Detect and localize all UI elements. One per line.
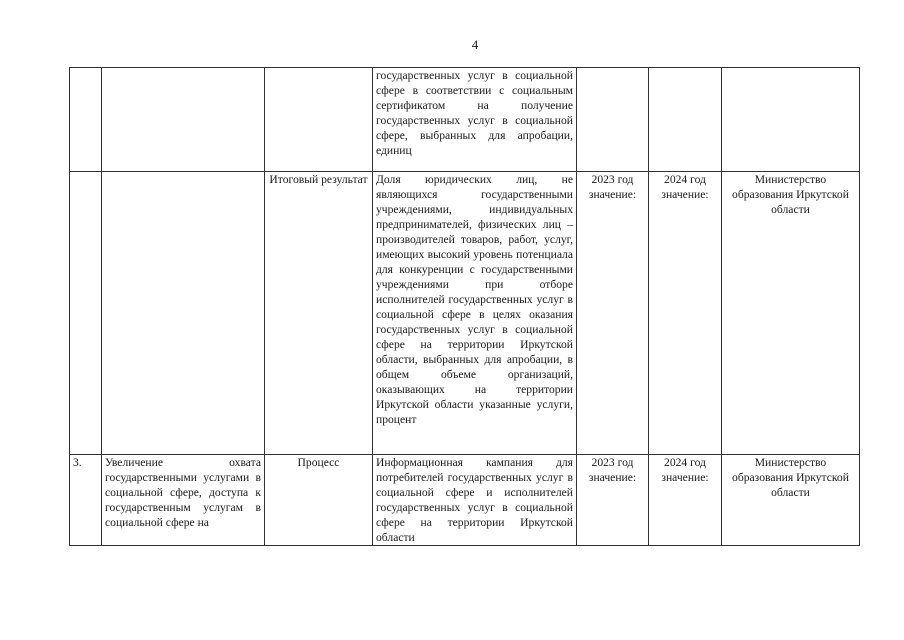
table-row bbox=[70, 455, 860, 546]
responsible-cell: Министерство образования Иркутской области bbox=[722, 172, 860, 455]
year-2023-cell bbox=[577, 68, 649, 172]
page-number: 4 bbox=[471, 37, 479, 52]
year-2023-cell: 2023 год значение: bbox=[577, 172, 649, 455]
result-type-cell: Итоговый результат bbox=[265, 172, 373, 455]
indicator-cell: Доля юридических лиц, не являющихся государственными учреждениями, индивидуальных предпринимателей, физических лиц – производителей товаров, работ, услуг, имеющих высокий уровень потенциала для конкуренции с государственными учреждениями при отборе исполнителей государственных услуг в социальной сфере в целях оказания государственных услуг в социальной сфере на территории Иркутской области, выбранных для апробации, в общем объеме организаций, оказывающих на территории Иркутской области указанные услуги, процент bbox=[373, 172, 577, 455]
row-number-cell: 3. bbox=[70, 455, 102, 546]
row-number-cell bbox=[70, 68, 102, 172]
responsible-cell: Министерство образования Иркутской области bbox=[722, 455, 860, 546]
result-type-cell bbox=[265, 68, 373, 172]
indicator-cell: Информационная кампания для потребителей государственных услуг в социальной сфере и исполнителей государственных услуг в социальной сфере на территории Иркутской области bbox=[373, 455, 577, 546]
task-cell bbox=[102, 172, 265, 455]
table-row bbox=[70, 172, 860, 455]
table-row bbox=[70, 68, 860, 172]
year-2023-cell: 2023 год значение: bbox=[577, 455, 649, 546]
year-2024-cell: 2024 год значение: bbox=[649, 172, 722, 455]
responsible-cell bbox=[722, 68, 860, 172]
result-type-cell: Процесс bbox=[265, 455, 373, 546]
task-cell: Увеличение охвата государственными услугами в социальной сфере, доступа к государственным услугам в социальной сфере на bbox=[102, 455, 265, 546]
indicator-cell: государственных услуг в социальной сфере в соответствии с социальным сертификатом на получение государственных услуг в социальной сфере, выбранных для апробации, единиц bbox=[373, 68, 577, 172]
indicators-table bbox=[69, 67, 860, 546]
year-2024-cell bbox=[649, 68, 722, 172]
year-2024-cell: 2024 год значение: bbox=[649, 455, 722, 546]
row-number-cell bbox=[70, 172, 102, 455]
task-cell bbox=[102, 68, 265, 172]
